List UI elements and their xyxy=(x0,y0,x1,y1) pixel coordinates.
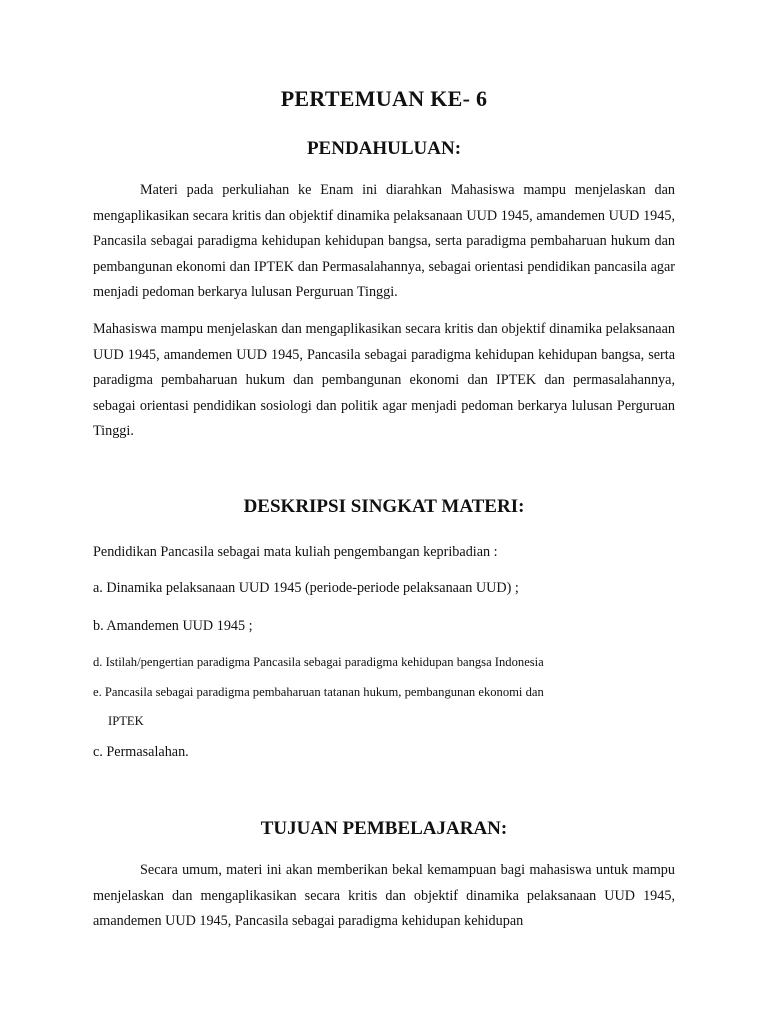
section-heading-pendahuluan: PENDAHULUAN: xyxy=(306,138,462,159)
deskripsi-intro: Pendidikan Pancasila sebagai mata kuliah pengembangan kepribadian : xyxy=(93,544,498,560)
list-item-a: a. Dinamika pelaksanaan UUD 1945 (periode-periode pelaksanaan UUD) ; xyxy=(93,580,519,596)
list-item-d: d. Istilah/pengertian paradigma Pancasila sebagai paradigma kehidupan bangsa Indonesia xyxy=(93,655,544,669)
page-title: PERTEMUAN KE- 6 xyxy=(280,86,488,111)
list-item-b: b. Amandemen UUD 1945 ; xyxy=(93,618,253,634)
section-heading-deskripsi: DESKRIPSI SINGKAT MATERI: xyxy=(243,496,525,517)
pendahuluan-paragraph-2: Mahasiswa mampu menjelaskan dan mengaplikasikan secara kritis dan objektif dinamika pelaksanaan UUD 1945, amandemen UUD 1945, Pancasila sebagai paradigma kehidupan kehidupan bangsa, serta paradigma pembaharuan hukum dan pembangunan ekonomi dan IPTEK dan permasalahannya, sebagai orientasi pendidikan sosiologi dan politik agar menjadi pedoman berkarya lulusan Perguruan Tinggi. xyxy=(93,321,675,439)
section-heading-tujuan: TUJUAN PEMBELAJARAN: xyxy=(260,818,508,839)
list-item-e: e. Pancasila sebagai paradigma pembaharuan tatanan hukum, pembangunan ekonomi dan xyxy=(93,685,544,699)
list-item-c: c. Permasalahan. xyxy=(93,744,189,760)
pendahuluan-paragraph-1: Materi pada perkuliahan ke Enam ini diarahkan Mahasiswa mampu menjelaskan dan mengaplikasikan secara kritis dan objektif dinamika pelaksanaan UUD 1945, amandemen UUD 1945, Pancasila sebagai paradigma kehidupan kehidupan bangsa, serta paradigma pembaharuan hukum dan pembangunan ekonomi dan IPTEK dan Permasalahannya, sebagai orientasi pendidikan pancasila agar menjadi pedoman berkarya lulusan Perguruan Tinggi. xyxy=(93,182,675,300)
list-item-e-continuation: IPTEK xyxy=(108,714,144,728)
tujuan-paragraph: Secara umum, materi ini akan memberikan bekal kemampuan bagi mahasiswa untuk mampu menjelaskan dan mengaplikasikan secara kritis dan objektif dinamika pelaksanaan UUD 1945, amandemen UUD 1945, Pancasila sebagai paradigma kehidupan kehidupan xyxy=(93,862,675,929)
